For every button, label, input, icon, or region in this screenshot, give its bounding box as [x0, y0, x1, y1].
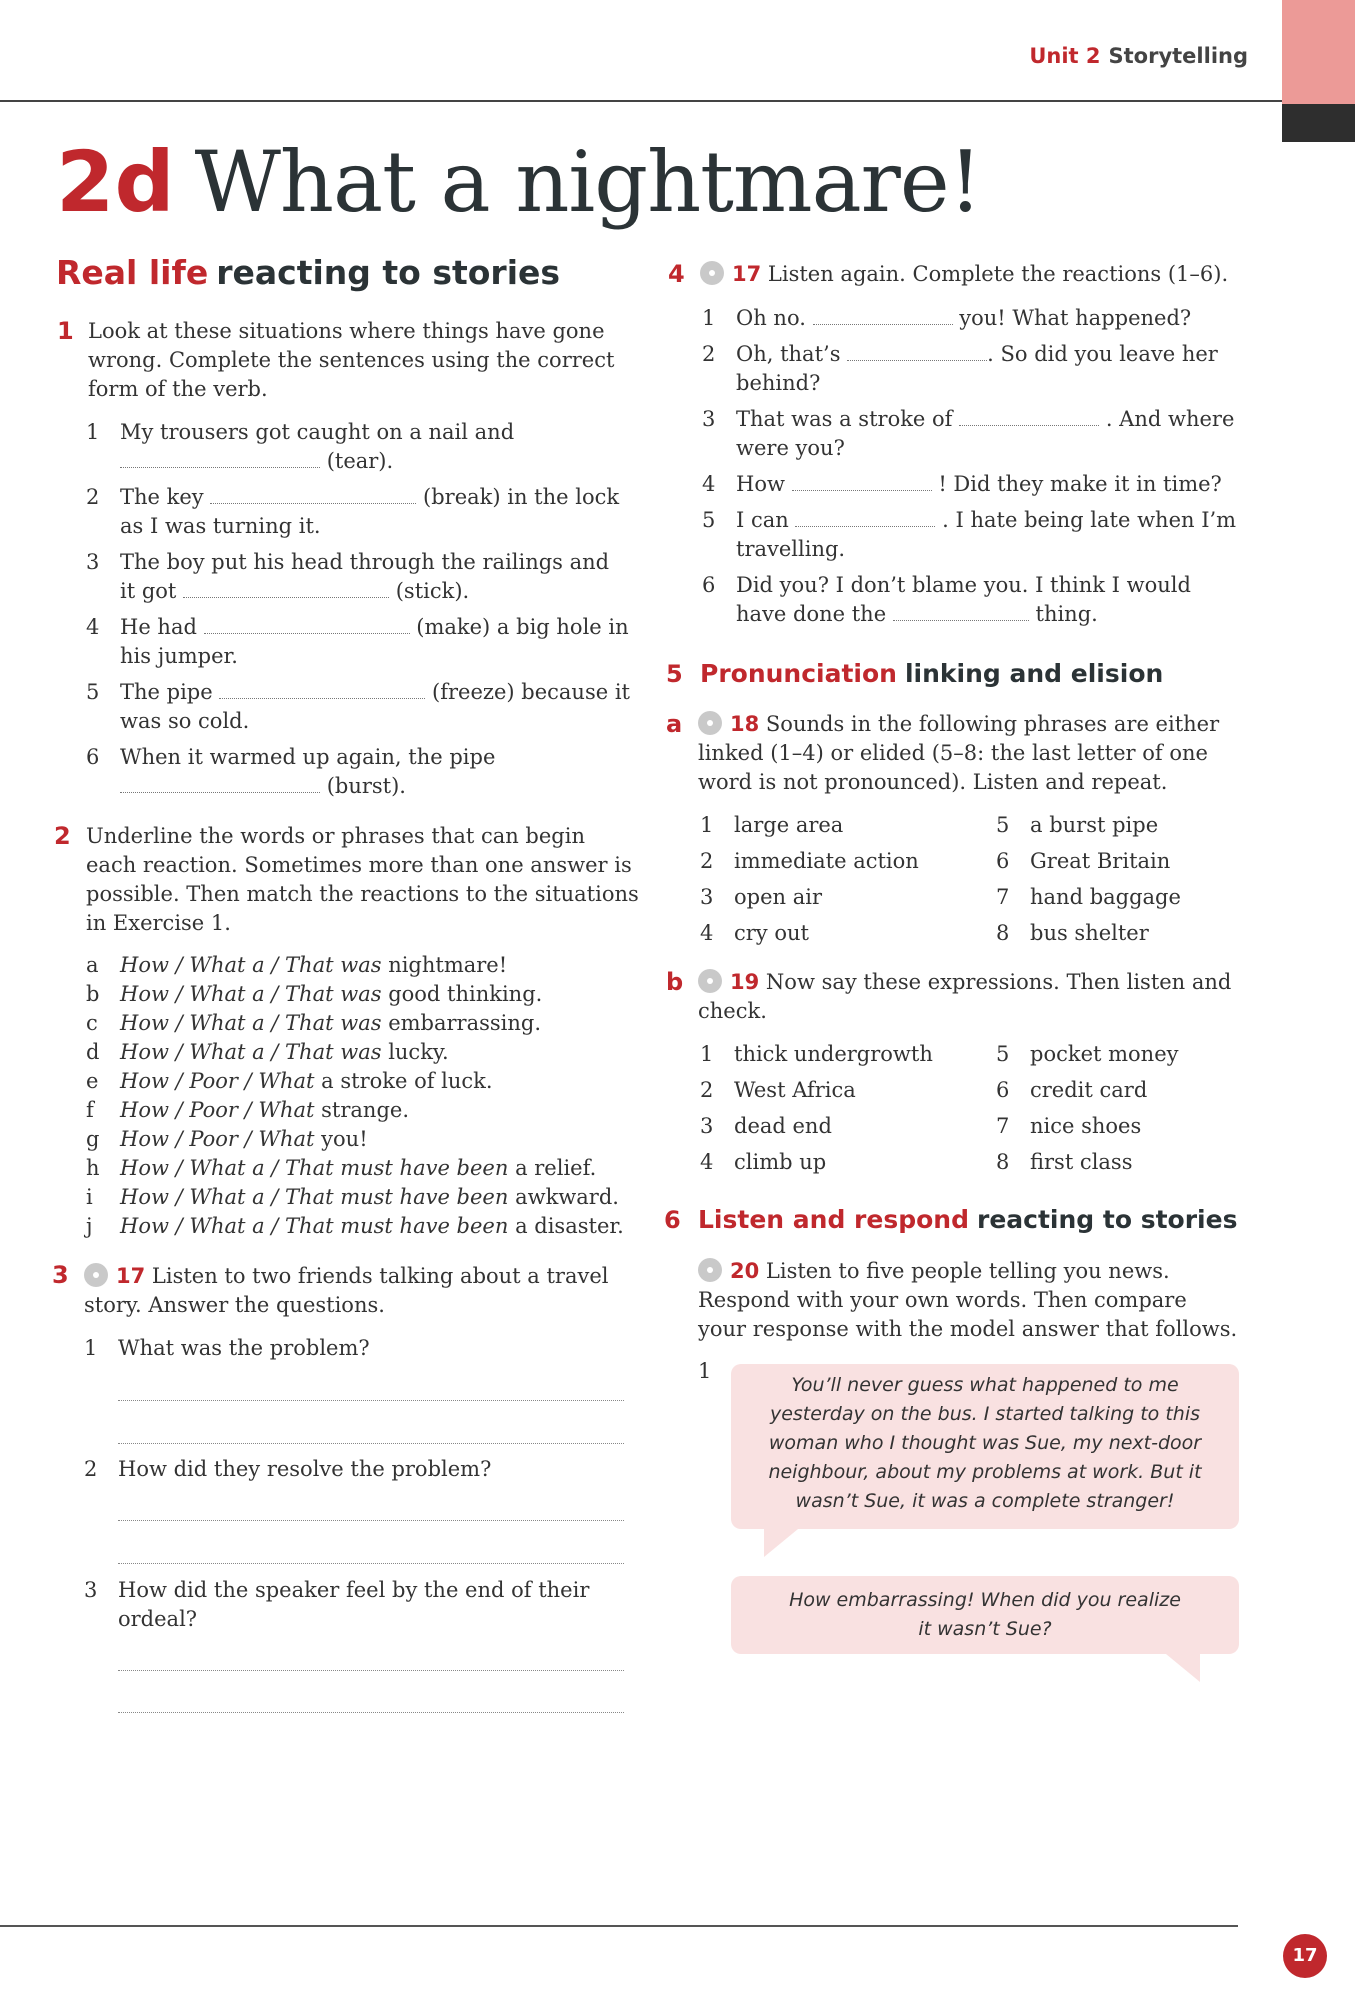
exercise-3-instruction: 17 Listen to two friends talking about a travel story. Answer the questions. [84, 1264, 609, 1317]
audio-cd-icon[interactable] [700, 261, 724, 285]
header-rule [0, 100, 1285, 102]
list-item: 2 immediate action [700, 849, 919, 873]
exercise-1-item: 2 The key (break) in the lock as I was turning it. [86, 485, 620, 538]
list-item: 4 climb up [700, 1150, 827, 1174]
list-item: 7 hand baggage [996, 885, 1181, 909]
option-text[interactable]: How / Poor / What [120, 1069, 315, 1093]
answer-blank[interactable] [120, 449, 320, 468]
answer-blank[interactable] [959, 407, 1099, 426]
list-item: j How / What a / That must have been a disaster. [86, 1214, 624, 1238]
list-item: 1 thick undergrowth [700, 1042, 933, 1066]
option-text[interactable]: How / What a / That must have been [120, 1214, 509, 1238]
exercise-4-item: 6 Did you? I don’t blame you. I think I would have done the thing. [702, 573, 1191, 626]
list-item: e How / Poor / What a stroke of luck. [86, 1069, 493, 1093]
option-text[interactable]: How / What a / That was [120, 1040, 382, 1064]
option-text[interactable]: How / What a / That must have been [120, 1185, 509, 1209]
option-text[interactable]: How / What a / That was [120, 1011, 382, 1035]
list-item: f How / Poor / What strange. [86, 1098, 410, 1122]
answer-blank[interactable] [210, 485, 416, 504]
footer-rule [0, 1925, 1238, 1927]
speech-bubble-response: How embarrassing! When did you realize it wasn’t Sue? [731, 1576, 1239, 1654]
exercise-1-instruction: Look at these situations where things have gone wrong. Complete the sentences using the correct form of the verb. [88, 319, 615, 401]
unit-label: Unit 2 Storytelling [1029, 44, 1248, 68]
exercise-1-item: 5 The pipe (freeze) because it was so cold. [86, 680, 630, 733]
page-title: 2d What a nightmare! [56, 133, 982, 231]
exercise-5-heading: Pronunciation linking and elision [700, 659, 1164, 688]
list-item: 3 dead end [700, 1114, 832, 1138]
answer-blank[interactable] [893, 602, 1029, 621]
list-item: b How / What a / That was good thinking. [86, 982, 543, 1006]
option-text[interactable]: How / What a / That was [120, 953, 382, 977]
speech-bubble-tail [1166, 1654, 1200, 1682]
list-item: 3 open air [700, 885, 822, 909]
list-item: 4 cry out [700, 921, 809, 945]
exercise-3-question: 1 What was the problem? [84, 1336, 370, 1360]
exercise-3-question: 3 How did the speaker feel by the end of their ordeal? [84, 1578, 590, 1631]
list-item: d How / What a / That was lucky. [86, 1040, 449, 1064]
exercise-4-instruction: 17 Listen again. Complete the reactions (1–6). [700, 260, 1260, 289]
exercise-5a-list [700, 811, 1260, 945]
answer-blank[interactable] [219, 680, 425, 699]
corner-tab [1282, 0, 1355, 104]
exercise-6-instruction: 20 Listen to five people telling you news. Respond with your own words. Then compare your response with the model answer that follows. [698, 1259, 1238, 1341]
exercise-1-item: 3 The boy put his head through the railings and it got (stick). [86, 550, 610, 603]
exercise-2-number: 2 [54, 822, 71, 850]
list-item: h How / What a / That must have been a relief. [86, 1156, 597, 1180]
answer-line[interactable] [118, 1443, 624, 1444]
list-item: 7 nice shoes [996, 1114, 1142, 1138]
audio-cd-icon[interactable] [84, 1263, 108, 1287]
exercise-6-item-number: 1 [698, 1359, 712, 1383]
exercise-5b-letter: b [666, 968, 684, 996]
exercise-5b-instruction: 19 Now say these expressions. Then listen and check. [698, 970, 1232, 1023]
list-item: a How / What a / That was nightmare! [86, 953, 508, 977]
exercise-6-heading: Listen and respond reacting to stories [698, 1205, 1238, 1234]
exercise-4-number: 4 [668, 260, 685, 288]
exercise-4-item: 3 That was a stroke of . And where were you? [702, 407, 1235, 460]
list-item: 8 first class [996, 1150, 1133, 1174]
list-item: i How / What a / That must have been awkward. [86, 1185, 619, 1209]
list-item: c How / What a / That was embarrassing. [86, 1011, 542, 1035]
option-text[interactable]: How / Poor / What [120, 1127, 315, 1151]
answer-line[interactable] [118, 1520, 624, 1521]
audio-cd-icon[interactable] [698, 1258, 722, 1282]
answer-blank[interactable] [120, 774, 320, 793]
exercise-1-item: 1 My trousers got caught on a nail and (tear). [86, 420, 515, 473]
option-text[interactable]: How / Poor / What [120, 1098, 315, 1122]
answer-blank[interactable] [204, 615, 410, 634]
exercise-1-item: 6 When it warmed up again, the pipe (burst). [86, 745, 496, 798]
exercise-4-item: 2 Oh, that’s . So did you leave her behind? [702, 342, 1218, 395]
exercise-4-item: 5 I can . I hate being late when I’m travelling. [702, 508, 1237, 561]
list-item: 5 pocket money [996, 1042, 1179, 1066]
exercise-5a-instruction: 18 Sounds in the following phrases are either linked (1–4) or elided (5–8: the last letter of one word is not pronounced). Listen and repeat. [698, 712, 1220, 794]
speech-bubble-news: You’ll never guess what happened to me yesterday on the bus. I started talking to this woman who I thought was Sue, my next-door neighbour, about my problems at work. But it wasn’t Sue, it was a complete stranger! [731, 1364, 1239, 1529]
answer-blank[interactable] [183, 579, 389, 598]
list-item: g How / Poor / What you! [86, 1127, 368, 1151]
answer-blank[interactable] [847, 342, 987, 361]
answer-line[interactable] [118, 1712, 624, 1713]
exercise-5a-letter: a [666, 710, 683, 738]
corner-tab-dark [1282, 104, 1355, 142]
audio-cd-icon[interactable] [698, 969, 722, 993]
list-item: 6 Great Britain [996, 849, 1171, 873]
audio-cd-icon[interactable] [698, 711, 722, 735]
exercise-3-question: 2 How did they resolve the problem? [84, 1457, 492, 1481]
section-heading-real-life: Real life reacting to stories [56, 253, 561, 292]
exercise-6-number: 6 [664, 1206, 681, 1234]
list-item: 1 large area [700, 813, 844, 837]
option-text[interactable]: How / What a / That must have been [120, 1156, 509, 1180]
list-item: 8 bus shelter [996, 921, 1149, 945]
answer-line[interactable] [118, 1670, 624, 1671]
list-item: 5 a burst pipe [996, 813, 1159, 837]
exercise-5-number: 5 [666, 660, 683, 688]
answer-blank[interactable] [813, 306, 953, 325]
answer-line[interactable] [118, 1563, 624, 1564]
list-item: 2 West Africa [700, 1078, 856, 1102]
exercise-1-number: 1 [57, 317, 74, 345]
exercise-5b-list [700, 1040, 1260, 1174]
exercise-4-item: 4 How ! Did they make it in time? [702, 472, 1222, 496]
exercise-3-number: 3 [52, 1261, 69, 1289]
speech-bubble-tail [764, 1529, 798, 1557]
answer-line[interactable] [118, 1400, 624, 1401]
exercise-2-instruction: Underline the words or phrases that can begin each reaction. Sometimes more than one answer is possible. Then match the reactions to the situations in Exercise 1. [86, 824, 639, 935]
exercise-1-item: 4 He had (make) a big hole in his jumper. [86, 615, 629, 668]
option-text[interactable]: How / What a / That was [120, 982, 382, 1006]
answer-blank[interactable] [792, 472, 932, 491]
page-number: 17 [1283, 1934, 1327, 1978]
answer-blank[interactable] [795, 508, 935, 527]
exercise-4-item: 1 Oh no. you! What happened? [702, 306, 1192, 330]
list-item: 6 credit card [996, 1078, 1148, 1102]
